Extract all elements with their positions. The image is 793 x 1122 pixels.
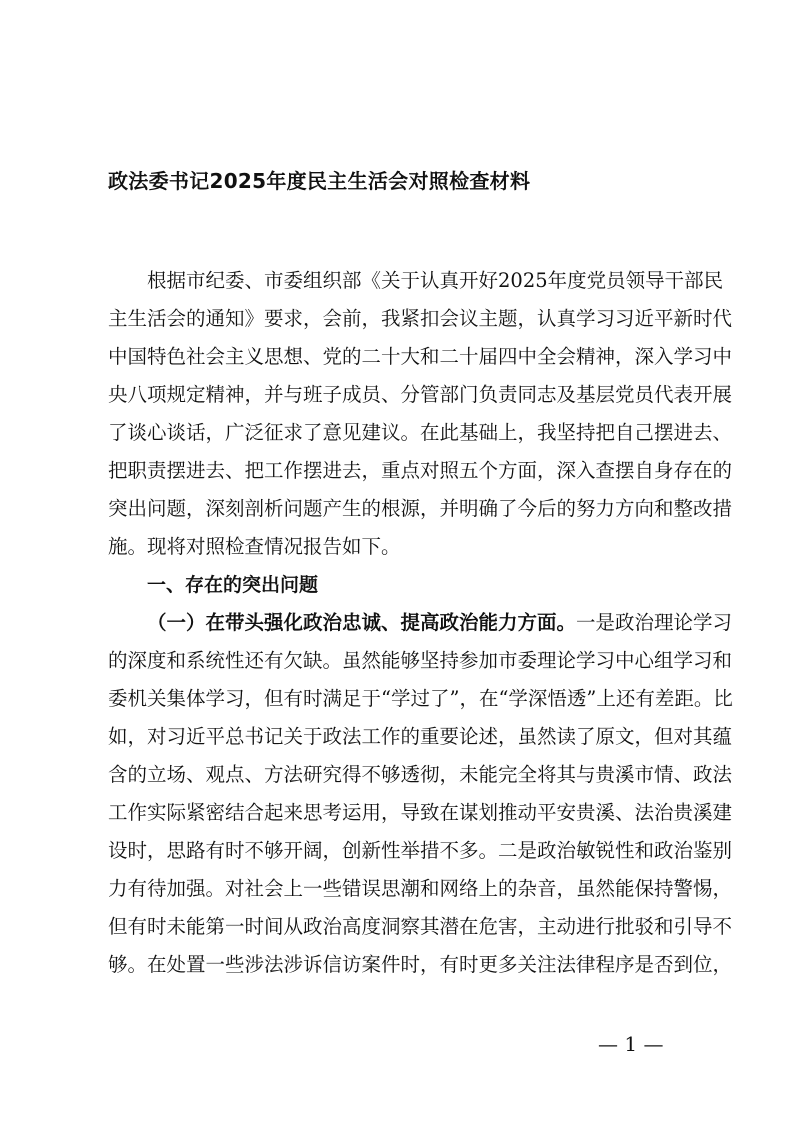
paragraph-line: 委机关集体学习，但有时满足于“学过了”，在“学深悟透”上还有差距。比 — [108, 687, 733, 710]
paragraph-line: 力有待加强。对社会上一些错误思潮和网络上的杂音，虽然能保持警惕， — [108, 877, 733, 900]
paragraph-line: 根据市纪委、市委组织部《关于认真开好2025年度党员领导干部民 — [147, 269, 724, 292]
paragraph-line: 如，对习近平总书记关于政法工作的重要论述，虽然读了原文，但对其蕴 — [108, 725, 733, 748]
paragraph-line: 工作实际紧密结合起来思考运用，导致在谋划推动平安贵溪、法治贵溪建 — [108, 801, 733, 824]
paragraph-line: 的深度和系统性还有欠缺。虽然能够坚持参加市委理论学习中心组学习和 — [108, 649, 733, 672]
item-first-line-text: 一是政治理论学习 — [576, 611, 733, 634]
paragraph-line: 把职责摆进去、把工作摆进去，重点对照五个方面，深入查摆自身存在的 — [108, 459, 733, 482]
paragraph-line: 设时，思路有时不够开阔，创新性举措不多。二是政治敏锐性和政治鉴别 — [108, 839, 733, 862]
section-heading: 一、存在的突出问题 — [147, 574, 319, 596]
paragraph-line: 施。现将对照检查情况报告如下。 — [108, 535, 401, 558]
paragraph-line — [147, 604, 733, 642]
paragraph-line: 够。在处置一些涉法涉诉信访案件时，有时更多关注法律程序是否到位， — [108, 953, 733, 976]
paragraph-line: 中国特色社会主义思想、党的二十大和二十届四中全会精神，深入学习中 — [108, 345, 733, 368]
page-number: — 1 — — [598, 1032, 664, 1056]
document-title: 政法委书记2025年度民主生活会对照检查材料 — [108, 169, 531, 193]
paragraph-line: 但有时未能第一时间从政治高度洞察其潜在危害，主动进行批驳和引导不 — [108, 915, 733, 938]
paragraph-line: 主生活会的通知》要求，会前，我紧扣会议主题，认真学习习近平新时代 — [108, 307, 733, 330]
paragraph-line: 了谈心谈话，广泛征求了意见建议。在此基础上，我坚持把自己摆进去、 — [108, 421, 733, 444]
paragraph-line: 央八项规定精神，并与班子成员、分管部门负责同志及基层党员代表开展 — [108, 383, 733, 406]
paragraph-line: 突出问题，深刻剖析问题产生的根源，并明确了今后的努力方向和整改措 — [108, 497, 733, 520]
paragraph-line: 含的立场、观点、方法研究得不够透彻，未能完全将其与贵溪市情、政法 — [108, 763, 733, 786]
item-subheading: （一）在带头强化政治忠诚、提高政治能力方面。 — [147, 611, 577, 634]
